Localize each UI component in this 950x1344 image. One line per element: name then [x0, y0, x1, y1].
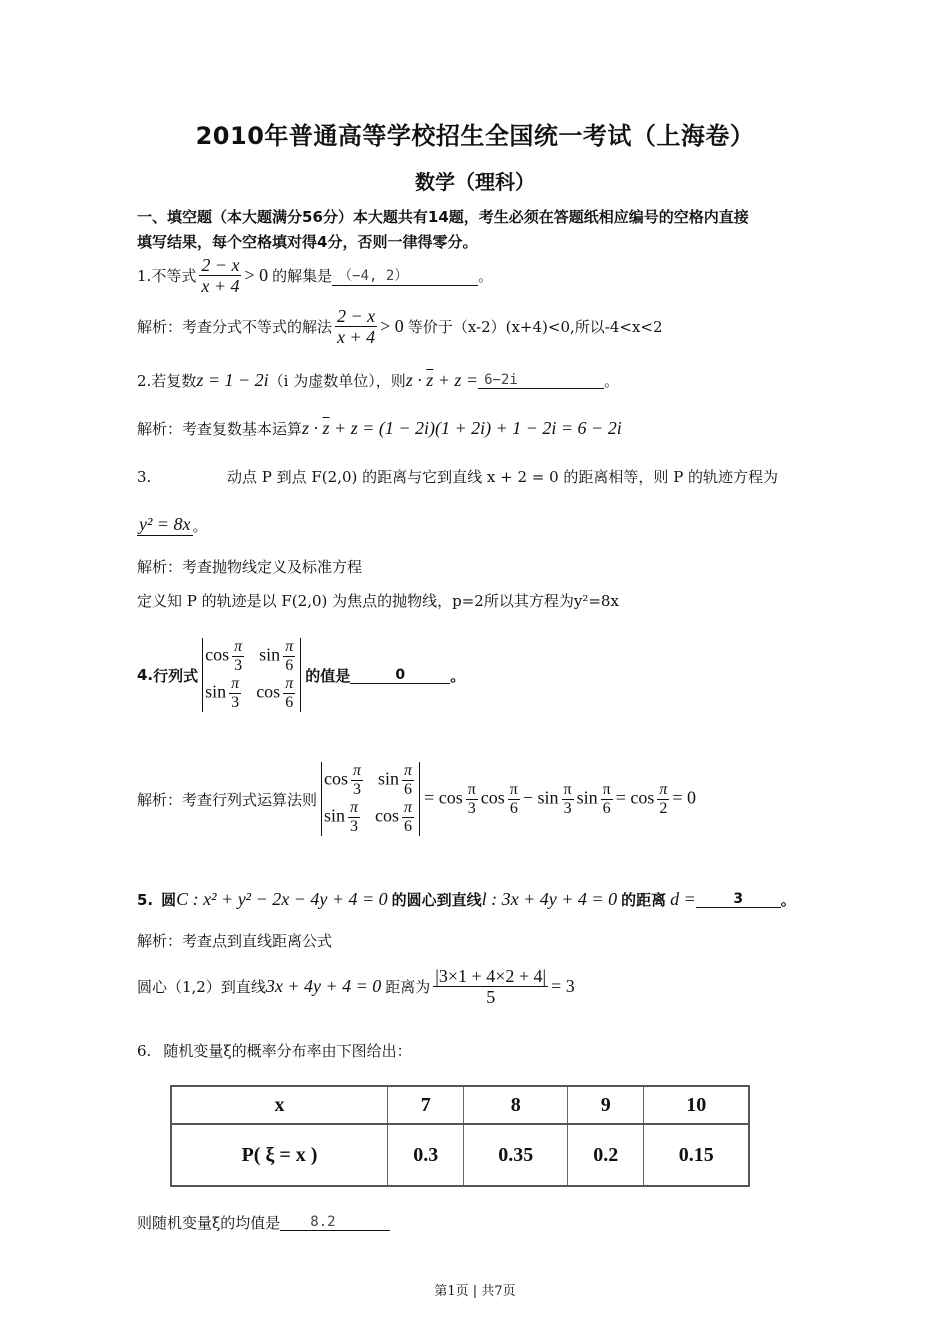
- answer-blank: 8.2: [280, 1214, 390, 1231]
- table-cell: 0.3: [388, 1124, 464, 1186]
- answer-blank: y² = 8x: [139, 514, 191, 534]
- determinant: cos $\frac{\pi}{3}$ sin $\frac{\pi}{6}$ sin $\frac{\pi}{3}$ cos $\frac{\pi}{6}$: [321, 762, 420, 836]
- question-text: 若复数: [151, 372, 197, 390]
- answer-blank: 0: [350, 667, 450, 684]
- analysis-3-line2: 定义知 P 的轨迹是以 F(2,0) 为焦点的抛物线，p=2所以其方程为y²=8x: [137, 592, 619, 610]
- result: = 3: [551, 976, 575, 996]
- table-header-cell: 7: [388, 1086, 464, 1124]
- analysis-text: 解析：考查行列式运算法则: [137, 790, 318, 809]
- fraction: $\frac{|3\times 1 + 4\times 2 + 4|}{5}$: [435, 966, 547, 1007]
- question-number: 3.: [137, 467, 152, 486]
- section-heading-line1: 一、填空题（本大题满分56分）本大题共有14题，考生必须在答题纸相应编号的空格内直接: [137, 208, 749, 226]
- analysis-text: 解析：考查分式不等式的解法: [137, 318, 333, 336]
- relation: > 0: [380, 316, 404, 336]
- question-3: [137, 466, 778, 487]
- analysis-text: 圆心（1,2）到直线: [137, 978, 266, 996]
- question-number: 1.: [137, 266, 152, 285]
- analysis-4: [137, 762, 696, 836]
- denominator: x + 4: [201, 276, 240, 296]
- period: 。: [780, 891, 796, 909]
- expansion: = cos $\frac{\pi}{3}$ cos $\frac{\pi}{6}$ − sin $\frac{\pi}{3}$ sin $\frac{\pi}{6}$ = cos $\frac{\pi}{2}$ = 0: [424, 780, 697, 817]
- question-6: [137, 1040, 412, 1061]
- question-text: 的值是: [305, 666, 351, 685]
- question-number: 4.: [137, 666, 154, 684]
- question-1: [137, 255, 493, 296]
- section-heading: [137, 205, 749, 255]
- answer-blank: （−4, 2）: [332, 265, 478, 286]
- analysis-5-line1: 解析：考查点到直线距离公式: [137, 932, 333, 950]
- table-cell: P( ξ = x ): [171, 1124, 388, 1186]
- table-row: [171, 1124, 749, 1186]
- answer-3: [137, 514, 208, 536]
- determinant: cos $\frac{\pi}{3}$ sin $\frac{\pi}{6}$ sin $\frac{\pi}{3}$ cos $\frac{\pi}{6}$: [202, 638, 301, 712]
- question-number: 6.: [137, 1041, 152, 1060]
- period: 。: [478, 267, 494, 285]
- table-header-cell: 8: [464, 1086, 568, 1124]
- fraction: [199, 255, 241, 296]
- probability-distribution-table: [170, 1085, 750, 1187]
- question-number: 2.: [137, 371, 152, 390]
- table-cell: 0.2: [568, 1124, 644, 1186]
- analysis-1: [137, 306, 663, 347]
- question-text: 动点 P 到点 F(2,0) 的距离与它到直线 x + 2 = 0 的距离相等，则 P 的轨迹方程为: [227, 468, 779, 486]
- question-text: 随机变量ξ的概率分布率由下图给出：: [163, 1042, 412, 1060]
- denominator: x + 4: [337, 327, 376, 347]
- question-text: 不等式: [151, 267, 197, 285]
- table-header-row: [171, 1086, 749, 1124]
- exam-subtitle: 数学（理科）: [415, 170, 535, 194]
- table-cell: 0.15: [644, 1124, 749, 1186]
- expression: C : x² + y² − 2x − 4y + 4 = 0: [176, 889, 388, 909]
- relation: > 0: [244, 265, 269, 285]
- table-header-cell: 9: [568, 1086, 644, 1124]
- variable: d =: [670, 889, 696, 909]
- expression: z = 1 − 2i: [196, 370, 269, 390]
- expression: $z \cdot \overline{z} + z = (1 - 2i)(1 + 2i) + 1 - 2i = 6 - 2i$: [302, 418, 622, 438]
- answer-blank: 6−2i: [478, 372, 604, 389]
- answer-blank: 3: [696, 891, 781, 908]
- analysis-3-line1: 解析：考查抛物线定义及标准方程: [137, 558, 363, 576]
- exam-title: 2010年普通高等学校招生全国统一考试（上海卷）: [195, 122, 755, 150]
- period: 。: [450, 666, 466, 685]
- question-text: （i 为虚数单位），则: [268, 372, 406, 390]
- page-footer: 第1页 | 共7页: [434, 1284, 516, 1299]
- expression: 3x + 4y + 4 = 0: [265, 976, 382, 996]
- question-text: 的距离: [621, 891, 667, 909]
- question-text: 则随机变量ξ的均值是: [137, 1214, 281, 1232]
- question-text: 的解集是: [272, 267, 333, 285]
- question-text: 的圆心到直线: [391, 891, 482, 909]
- expression: $z \cdot \overline{z} + z$ =: [405, 370, 479, 390]
- fraction: [335, 306, 377, 347]
- question-6-answer: [137, 1212, 390, 1233]
- question-text: 行列式: [153, 666, 199, 685]
- expression: l : 3x + 4y + 4 = 0: [481, 889, 618, 909]
- analysis-text: 解析：考查复数基本运算: [137, 420, 303, 438]
- table-cell: 0.35: [464, 1124, 568, 1186]
- numerator: 2 − x: [201, 255, 240, 275]
- analysis-text: 等价于（x-2）(x+4)<0,所以-4<x<2: [407, 318, 663, 336]
- section-heading-line2: 填写结果，每个空格填对得4分，否则一律得零分。: [137, 233, 478, 251]
- question-4: [137, 638, 465, 712]
- analysis-5-line2: [137, 966, 575, 1007]
- period: 。: [192, 516, 208, 535]
- analysis-2: [137, 418, 622, 439]
- table-header-cell: x: [171, 1086, 388, 1124]
- question-5: [137, 889, 796, 910]
- numerator: 2 − x: [337, 306, 376, 326]
- question-number: 5.: [137, 890, 154, 909]
- period: 。: [604, 372, 620, 390]
- question-text: 圆: [161, 891, 177, 909]
- question-2: [137, 370, 619, 391]
- analysis-text: 距离为: [385, 978, 431, 996]
- table-header-cell: 10: [644, 1086, 749, 1124]
